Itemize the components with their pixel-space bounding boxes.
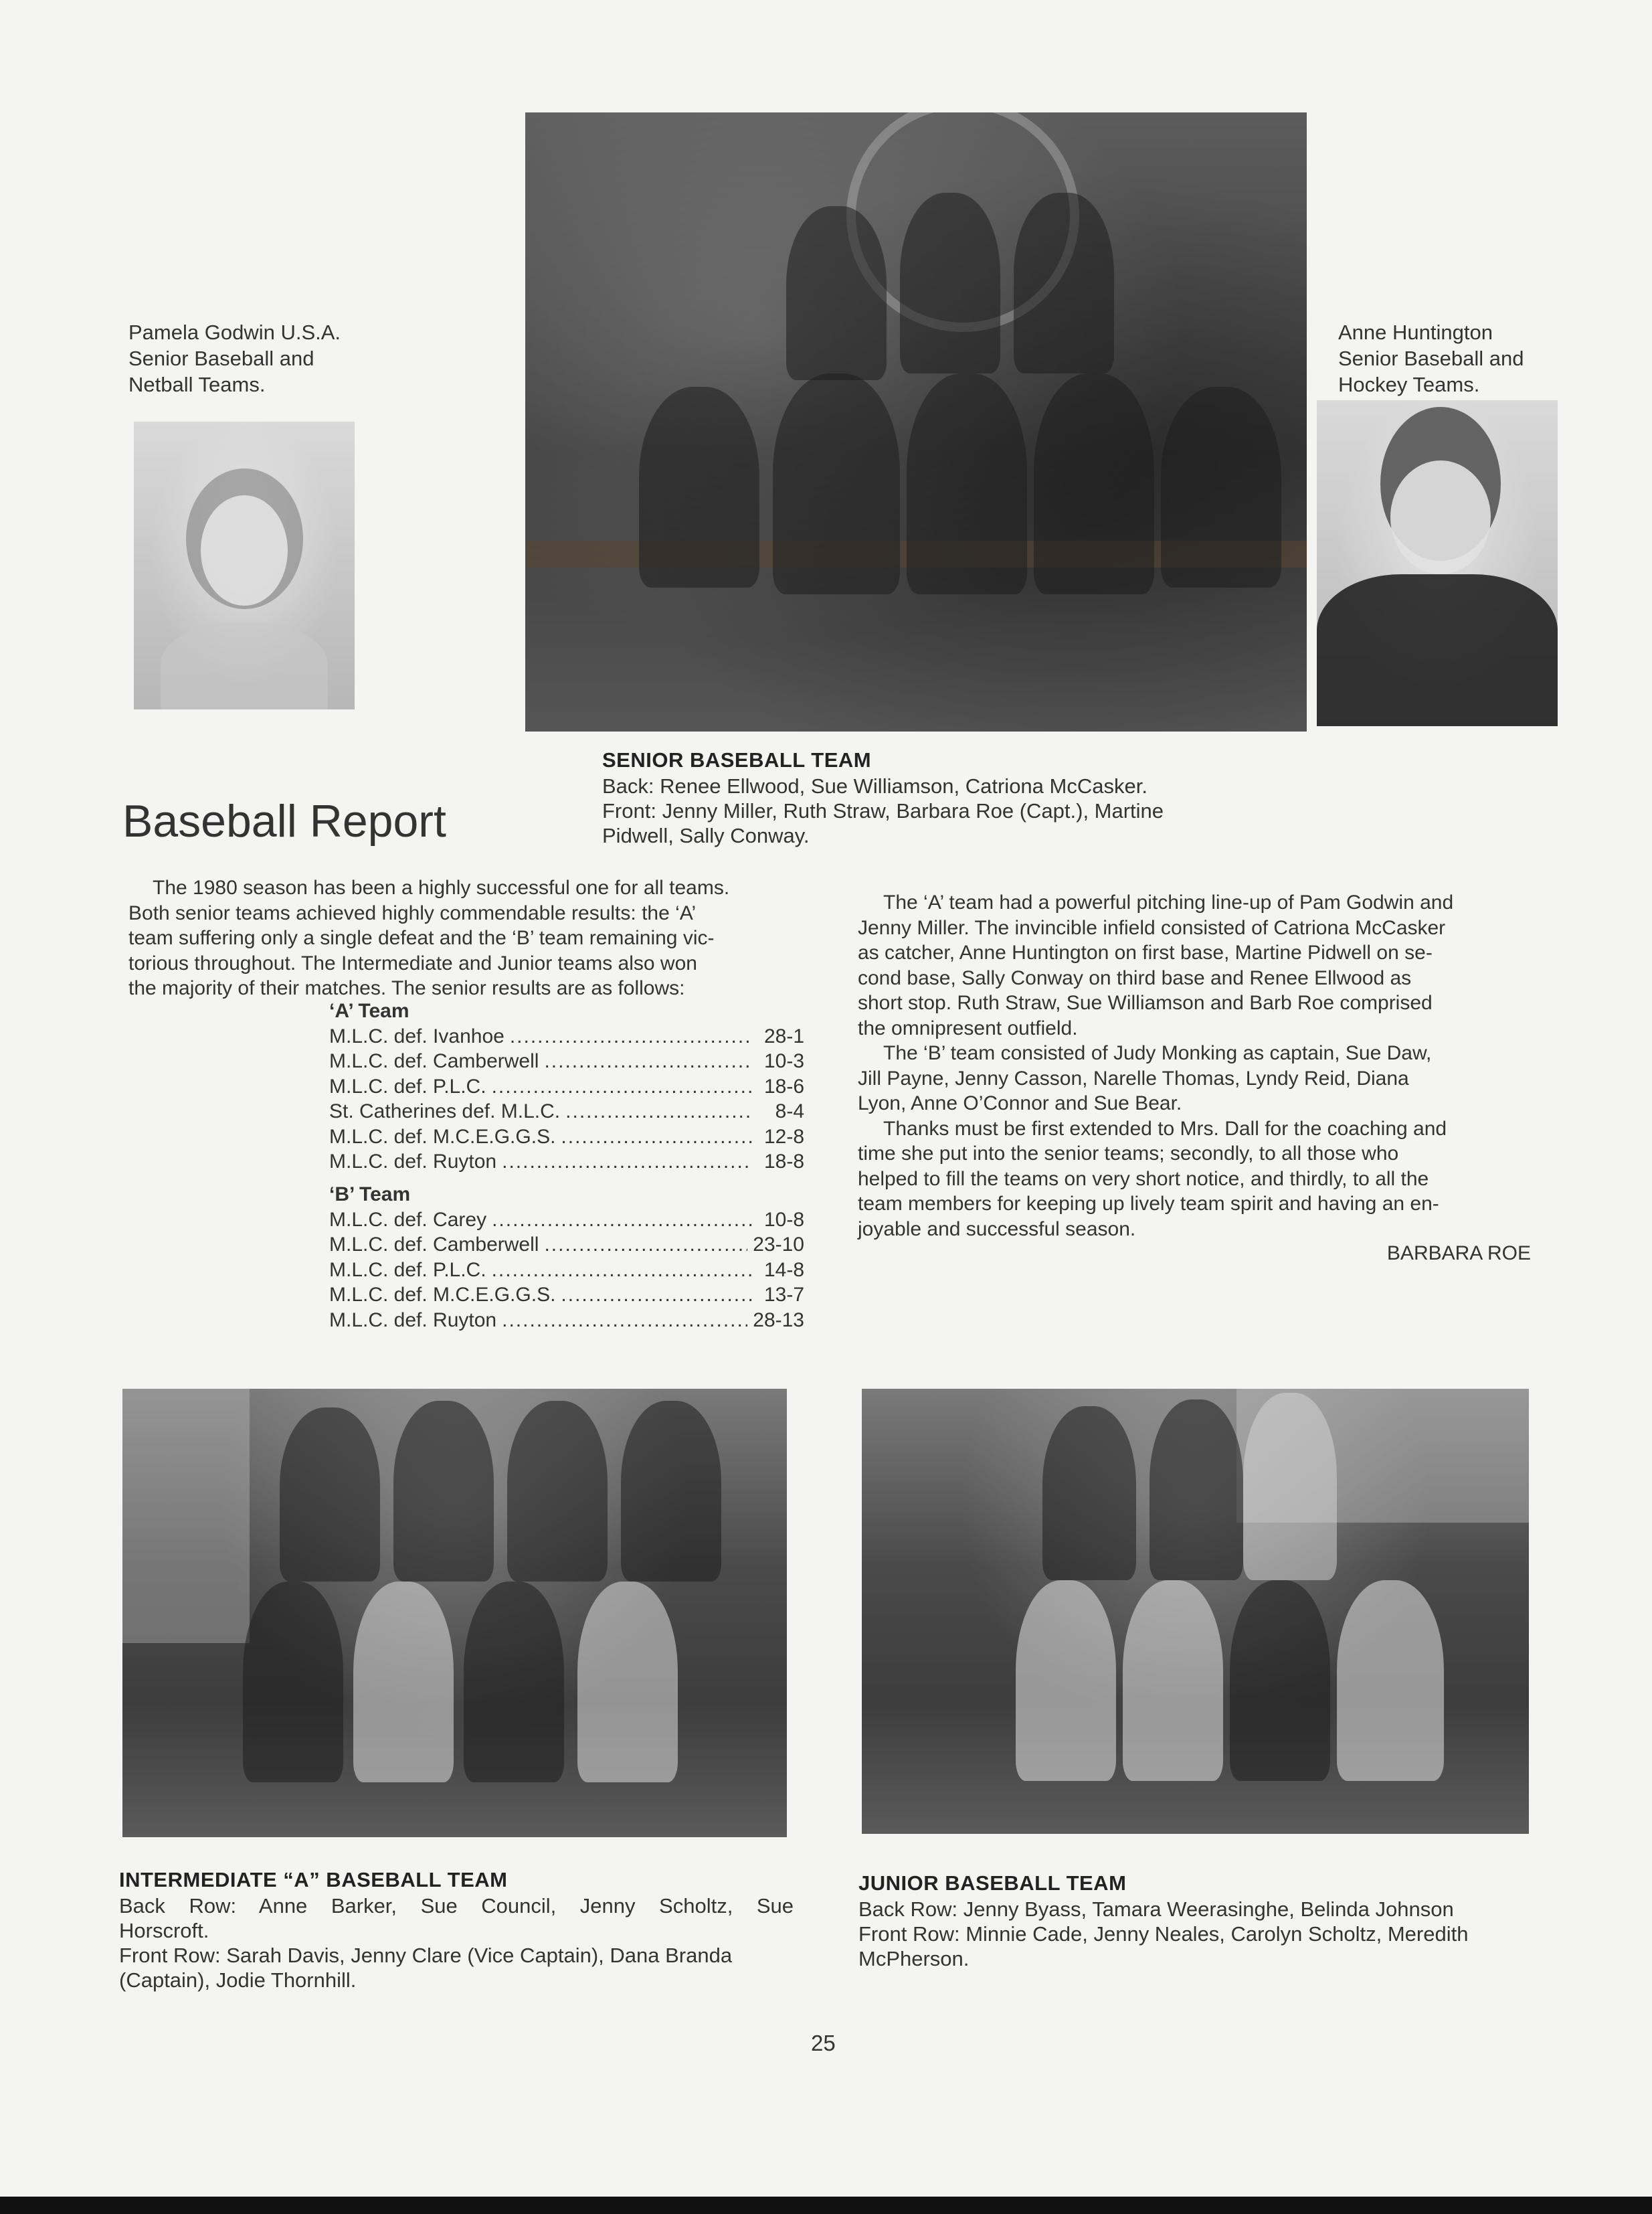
senior-team-line: Back: Renee Ellwood, Sue Williamson, Catriona McCasker.: [602, 774, 1148, 798]
report-intro: [128, 875, 804, 1001]
senior-team-title: SENIOR BASEBALL TEAM: [602, 748, 872, 772]
result-row: M.L.C. def. Ruyton ..... 28-13: [329, 1308, 804, 1333]
junior-team-line: Back Row: Jenny Byass, Tamara Weerasinghe, Belinda Johnson: [858, 1897, 1454, 1921]
intro-line: The 1980 season has been a highly successful one for all teams.: [153, 877, 730, 899]
b-team-results: [329, 1182, 804, 1333]
intermediate-team-line: (Captain), Jodie Thornhill.: [119, 1968, 357, 1992]
report-line: cond base, Sally Conway on third base and Renee Ellwood as: [858, 966, 1412, 989]
intermediate-team-caption: [119, 1868, 794, 1992]
report-line: helped to fill the teams on very short notice, and thirdly, to all the: [858, 1167, 1429, 1190]
intermediate-team-line: Back Row: Anne Barker, Sue Council, Jenny Scholtz, Sue: [119, 1894, 794, 1918]
anne-huntington-photo: [1317, 400, 1558, 726]
result-row: M.L.C. def. Ruyton ..... 18-8: [329, 1149, 804, 1175]
result-row: M.L.C. def. Carey ..... 10-8: [329, 1207, 804, 1233]
result-row: M.L.C. def. M.C.E.G.G.S. ..... 12-8: [329, 1124, 804, 1150]
junior-team-caption: [858, 1871, 1534, 1971]
anne-caption-line: Anne Huntington: [1338, 321, 1493, 344]
intermediate-team-photo: [122, 1389, 787, 1837]
pamela-godwin-photo: [134, 422, 355, 709]
result-row: M.L.C. def. P.L.C. ..... 14-8: [329, 1258, 804, 1283]
report-line: Thanks must be first extended to Mrs. Dall for the coaching and: [883, 1117, 1447, 1140]
report-signature: BARBARA ROE: [1386, 1242, 1531, 1264]
junior-team-line: Front Row: Minnie Cade, Jenny Neales, Carolyn Scholtz, Meredith: [858, 1922, 1469, 1946]
intro-line: team suffering only a single defeat and the ‘B’ team remaining vic-: [128, 927, 715, 949]
intermediate-team-title: INTERMEDIATE “A” BASEBALL TEAM: [119, 1868, 508, 1891]
b-team-heading: ‘B’ Team: [329, 1183, 411, 1205]
intermediate-team-line: Front Row: Sarah Davis, Jenny Clare (Vice Captain), Dana Branda: [119, 1944, 733, 1967]
anne-caption-line: Hockey Teams.: [1338, 373, 1480, 396]
intro-line: the majority of their matches. The senior results are as follows:: [128, 977, 685, 999]
scan-edge: [0, 2197, 1652, 2214]
report-line: The ‘A’ team had a powerful pitching line-up of Pam Godwin and: [883, 891, 1454, 914]
report-line: the omnipresent outfield.: [858, 1017, 1078, 1039]
report-line: joyable and successful season.: [858, 1217, 1136, 1240]
intro-line: Both senior teams achieved highly commendable results: the ‘A’: [128, 902, 697, 924]
page-number: 25: [811, 2031, 836, 2055]
result-row: M.L.C. def. P.L.C. ..... 18-6: [329, 1074, 804, 1100]
pamela-caption-line: Pamela Godwin U.S.A.: [128, 321, 341, 344]
intro-line: torious throughout. The Intermediate and Junior teams also won: [128, 952, 697, 974]
pamela-caption: [128, 319, 409, 398]
result-row: M.L.C. def. M.C.E.G.G.S. ..... 13-7: [329, 1282, 804, 1308]
report-line: short stop. Ruth Straw, Sue Williamson and Barb Roe comprised: [858, 992, 1433, 1014]
senior-team-line: Pidwell, Sally Conway.: [602, 824, 810, 847]
a-team-results: [329, 999, 804, 1175]
anne-caption-line: Senior Baseball and: [1338, 347, 1524, 370]
report-line: Jill Payne, Jenny Casson, Narelle Thomas, Lyndy Reid, Diana: [858, 1067, 1409, 1090]
report-right-column: [858, 890, 1531, 1242]
report-line: team members for keeping up lively team spirit and having an en-: [858, 1193, 1439, 1215]
pamela-caption-line: Senior Baseball and: [128, 347, 314, 370]
report-line: Jenny Miller. The invincible infield consisted of Catriona McCasker: [858, 916, 1446, 939]
report-line: Lyon, Anne O’Connor and Sue Bear.: [858, 1092, 1182, 1114]
junior-team-line: McPherson.: [858, 1947, 970, 1970]
result-row: M.L.C. def. Camberwell ..... 23-10: [329, 1232, 804, 1258]
junior-team-title: JUNIOR BASEBALL TEAM: [858, 1871, 1127, 1895]
report-line: as catcher, Anne Huntington on first base, Martine Pidwell on se-: [858, 942, 1433, 964]
report-line: The ‘B’ team consisted of Judy Monking as captain, Sue Daw,: [883, 1042, 1432, 1064]
anne-caption: [1338, 319, 1619, 398]
junior-team-photo: [862, 1389, 1529, 1834]
senior-baseball-team-photo: [525, 112, 1307, 732]
report-title: Baseball Report: [122, 796, 446, 847]
pamela-caption-line: Netball Teams.: [128, 373, 266, 396]
senior-team-line: Front: Jenny Miller, Ruth Straw, Barbara Roe (Capt.), Martine: [602, 799, 1164, 823]
report-line: time she put into the senior teams; secondly, to all those who: [858, 1142, 1399, 1165]
result-row: St. Catherines def. M.L.C. ..... 8-4: [329, 1099, 804, 1124]
a-team-heading: ‘A’ Team: [329, 1000, 409, 1022]
intermediate-team-line: Horscroft.: [119, 1919, 209, 1942]
result-row: M.L.C. def. Camberwell ..... 10-3: [329, 1049, 804, 1074]
senior-team-caption: [602, 748, 1311, 848]
result-row: M.L.C. def. Ivanhoe ..... 28-1: [329, 1024, 804, 1049]
